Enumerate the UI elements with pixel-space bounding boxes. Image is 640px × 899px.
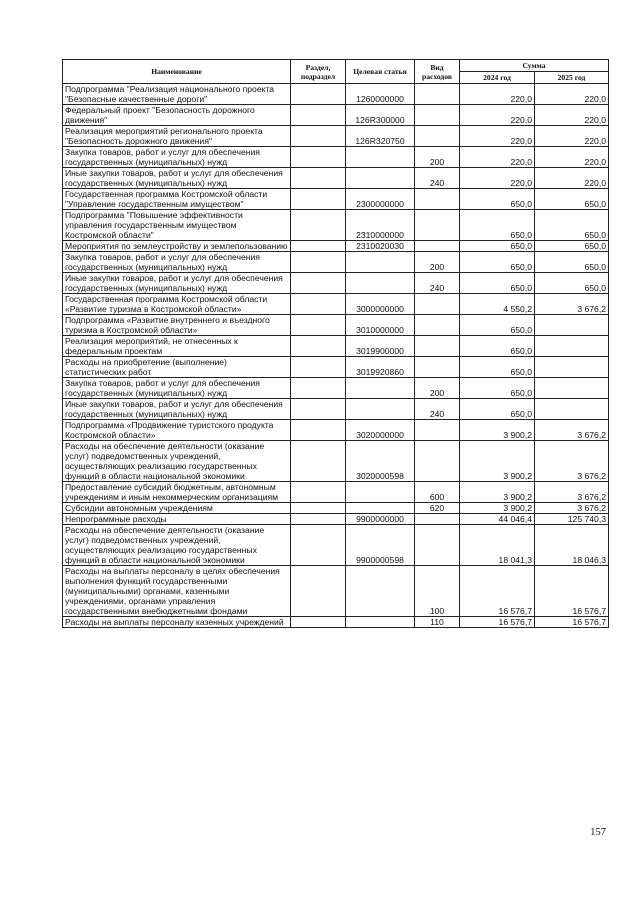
cell-section (291, 336, 346, 357)
col-section-header: Раздел, подраздел (291, 60, 346, 84)
cell-y2025 (535, 399, 609, 420)
cell-name: Расходы на приобретение (выполнение) статистических работ (63, 357, 291, 378)
cell-kind (415, 357, 460, 378)
cell-y2024: 650,0 (460, 399, 535, 420)
col-kind-header: Вид расходов (415, 60, 460, 84)
cell-y2024: 650,0 (460, 336, 535, 357)
budget-table (62, 59, 609, 628)
cell-kind (415, 126, 460, 147)
cell-kind: 200 (415, 378, 460, 399)
cell-kind (415, 336, 460, 357)
cell-target: 3020000000 (346, 420, 415, 441)
cell-y2025: 18 046,3 (535, 525, 609, 566)
cell-name: Иные закупки товаров, работ и услуг для обеспечения государственных (муниципальных) нужд (63, 399, 291, 420)
cell-y2024: 16 576,7 (460, 617, 535, 628)
table-header (63, 60, 609, 84)
cell-kind (415, 210, 460, 241)
cell-name: Закупка товаров, работ и услуг для обеспечения государственных (муниципальных) нужд (63, 147, 291, 168)
table-row (63, 617, 609, 628)
cell-section (291, 189, 346, 210)
table-row (63, 315, 609, 336)
cell-kind (415, 84, 460, 105)
cell-name: Непрограммные расходы (63, 514, 291, 525)
cell-y2025: 650,0 (535, 189, 609, 210)
cell-y2024: 650,0 (460, 315, 535, 336)
cell-y2024: 3 900,2 (460, 503, 535, 514)
cell-section (291, 525, 346, 566)
table-row (63, 503, 609, 514)
cell-y2025: 650,0 (535, 252, 609, 273)
cell-y2025: 125 740,3 (535, 514, 609, 525)
cell-y2024: 650,0 (460, 210, 535, 241)
cell-section (291, 105, 346, 126)
cell-name: Расходы на выплаты персоналу казенных учреждений (63, 617, 291, 628)
cell-y2024: 220,0 (460, 84, 535, 105)
cell-target: 3010000000 (346, 315, 415, 336)
table-row (63, 294, 609, 315)
cell-name: Подпрограмма "Реализация национального проекта "Безопасные качественные дороги" (63, 84, 291, 105)
cell-section (291, 241, 346, 252)
table-row (63, 84, 609, 105)
table-row (63, 336, 609, 357)
table-row (63, 168, 609, 189)
cell-section (291, 126, 346, 147)
cell-section (291, 378, 346, 399)
cell-y2024: 16 576,7 (460, 566, 535, 617)
table-row (63, 514, 609, 525)
cell-section (291, 147, 346, 168)
cell-target (346, 482, 415, 503)
cell-kind: 110 (415, 617, 460, 628)
cell-kind: 200 (415, 252, 460, 273)
cell-name: Закупка товаров, работ и услуг для обеспечения государственных (муниципальных) нужд (63, 252, 291, 273)
cell-section (291, 420, 346, 441)
cell-section (291, 357, 346, 378)
cell-y2024: 650,0 (460, 378, 535, 399)
col-name-header: Наименование (63, 60, 291, 84)
cell-y2024: 3 900,2 (460, 441, 535, 482)
cell-section (291, 566, 346, 617)
cell-target: 1260000000 (346, 84, 415, 105)
cell-y2025 (535, 336, 609, 357)
cell-kind (415, 189, 460, 210)
cell-section (291, 514, 346, 525)
cell-name: Расходы на обеспечение деятельности (оказание услуг) подведомственных учреждений, осуществляющих реализацию государственных функций в области национальной экономики (63, 441, 291, 482)
cell-kind: 600 (415, 482, 460, 503)
cell-name: Субсидии автономным учреждениям (63, 503, 291, 514)
cell-kind (415, 105, 460, 126)
cell-name: Иные закупки товаров, работ и услуг для обеспечения государственных (муниципальных) нужд (63, 168, 291, 189)
cell-name: Подпрограмма "Повышение эффективности управления государственным имуществом Костромской области" (63, 210, 291, 241)
cell-target: 2300000000 (346, 189, 415, 210)
cell-kind: 240 (415, 168, 460, 189)
cell-section (291, 441, 346, 482)
col-2025-header: 2025 год (535, 72, 609, 84)
cell-y2024: 650,0 (460, 273, 535, 294)
cell-y2024: 3 900,2 (460, 482, 535, 503)
cell-section (291, 399, 346, 420)
table-row (63, 357, 609, 378)
cell-y2024: 18 041,3 (460, 525, 535, 566)
cell-target: 3019900000 (346, 336, 415, 357)
cell-y2025: 3 676,2 (535, 441, 609, 482)
cell-kind (415, 441, 460, 482)
cell-kind (415, 315, 460, 336)
cell-section (291, 617, 346, 628)
cell-name: Подпрограмма «Развитие внутреннего и въездного туризма в Костромской области» (63, 315, 291, 336)
cell-section (291, 503, 346, 514)
cell-target (346, 252, 415, 273)
table-row (63, 399, 609, 420)
cell-y2025 (535, 315, 609, 336)
cell-target: 9900000000 (346, 514, 415, 525)
cell-y2025: 220,0 (535, 105, 609, 126)
cell-y2025: 16 576,7 (535, 617, 609, 628)
cell-kind: 620 (415, 503, 460, 514)
cell-name: Предоставление субсидий бюджетным, автономным учреждениям и иным некоммерческим организациям (63, 482, 291, 503)
cell-name: Мероприятия по землеустройству и землепользованию (63, 241, 291, 252)
cell-y2025: 650,0 (535, 241, 609, 252)
cell-y2024: 220,0 (460, 126, 535, 147)
cell-target (346, 378, 415, 399)
cell-y2024: 650,0 (460, 189, 535, 210)
cell-y2025 (535, 378, 609, 399)
cell-y2025: 16 576,7 (535, 566, 609, 617)
cell-section (291, 84, 346, 105)
col-target-header: Целевая статья (346, 60, 415, 84)
table-row (63, 252, 609, 273)
cell-target: 3019920860 (346, 357, 415, 378)
cell-y2025 (535, 357, 609, 378)
cell-target: 3020000598 (346, 441, 415, 482)
cell-kind (415, 294, 460, 315)
col-sum-header: Сумма (460, 60, 609, 72)
cell-y2025: 650,0 (535, 273, 609, 294)
cell-section (291, 294, 346, 315)
cell-name: Реализация мероприятий, не отнесенных к федеральным проектам (63, 336, 291, 357)
cell-target (346, 147, 415, 168)
cell-y2025: 220,0 (535, 84, 609, 105)
cell-section (291, 482, 346, 503)
cell-section (291, 210, 346, 241)
cell-name: Подпрограмма «Продвижение туристского продукта Костромской области» (63, 420, 291, 441)
cell-y2024: 650,0 (460, 241, 535, 252)
cell-section (291, 168, 346, 189)
table-row (63, 189, 609, 210)
cell-target (346, 168, 415, 189)
table-row (63, 566, 609, 617)
table-row (63, 126, 609, 147)
cell-target: 2310020030 (346, 241, 415, 252)
cell-target (346, 566, 415, 617)
table-row (63, 241, 609, 252)
cell-target (346, 273, 415, 294)
cell-target (346, 399, 415, 420)
cell-y2025: 220,0 (535, 126, 609, 147)
cell-y2024: 4 550,2 (460, 294, 535, 315)
table-body (63, 84, 609, 628)
cell-target (346, 503, 415, 514)
cell-y2025: 3 676,2 (535, 482, 609, 503)
cell-target: 2310000000 (346, 210, 415, 241)
cell-name: Реализация мероприятий регионального проекта "Безопасность дорожного движения" (63, 126, 291, 147)
cell-target: 126R300000 (346, 105, 415, 126)
cell-name: Расходы на выплаты персоналу в целях обеспечения выполнения функций государственными (муниципальными) органами, казенными учреждениями, органами управления государственными внебюджетными фондами (63, 566, 291, 617)
table-row (63, 525, 609, 566)
cell-target: 3000000000 (346, 294, 415, 315)
page-number: 157 (590, 827, 606, 838)
cell-y2024: 220,0 (460, 147, 535, 168)
cell-name: Закупка товаров, работ и услуг для обеспечения государственных (муниципальных) нужд (63, 378, 291, 399)
cell-kind: 100 (415, 566, 460, 617)
cell-kind: 240 (415, 399, 460, 420)
cell-y2024: 220,0 (460, 168, 535, 189)
cell-y2024: 3 900,2 (460, 420, 535, 441)
cell-y2025: 650,0 (535, 210, 609, 241)
cell-section (291, 273, 346, 294)
cell-y2025: 3 676,2 (535, 503, 609, 514)
cell-name: Иные закупки товаров, работ и услуг для обеспечения государственных (муниципальных) нужд (63, 273, 291, 294)
table-row (63, 378, 609, 399)
table-row (63, 420, 609, 441)
cell-kind: 240 (415, 273, 460, 294)
table-row (63, 482, 609, 503)
cell-kind (415, 420, 460, 441)
cell-name: Расходы на обеспечение деятельности (оказание услуг) подведомственных учреждений, осуществляющих реализацию государственных функций в области национальной экономики (63, 525, 291, 566)
cell-target (346, 617, 415, 628)
cell-name: Федеральный проект "Безопасность дорожного движения" (63, 105, 291, 126)
table-row (63, 105, 609, 126)
cell-kind (415, 514, 460, 525)
table-row (63, 147, 609, 168)
cell-y2024: 220,0 (460, 105, 535, 126)
cell-y2025: 220,0 (535, 168, 609, 189)
table-row (63, 441, 609, 482)
col-2024-header: 2024 год (460, 72, 535, 84)
cell-section (291, 315, 346, 336)
cell-kind: 200 (415, 147, 460, 168)
table-row (63, 273, 609, 294)
cell-kind (415, 525, 460, 566)
cell-name: Государственная программа Костромской области «Развитие туризма в Костромской области» (63, 294, 291, 315)
cell-y2024: 44 046,4 (460, 514, 535, 525)
table-row (63, 210, 609, 241)
cell-kind (415, 241, 460, 252)
cell-section (291, 252, 346, 273)
cell-target: 9900000598 (346, 525, 415, 566)
cell-y2025: 220,0 (535, 147, 609, 168)
cell-y2025: 3 676,2 (535, 420, 609, 441)
cell-y2024: 650,0 (460, 357, 535, 378)
cell-name: Государственная программа Костромской области "Управление государственным имуществом" (63, 189, 291, 210)
cell-y2024: 650,0 (460, 252, 535, 273)
cell-target: 126R320750 (346, 126, 415, 147)
cell-y2025: 3 676,2 (535, 294, 609, 315)
